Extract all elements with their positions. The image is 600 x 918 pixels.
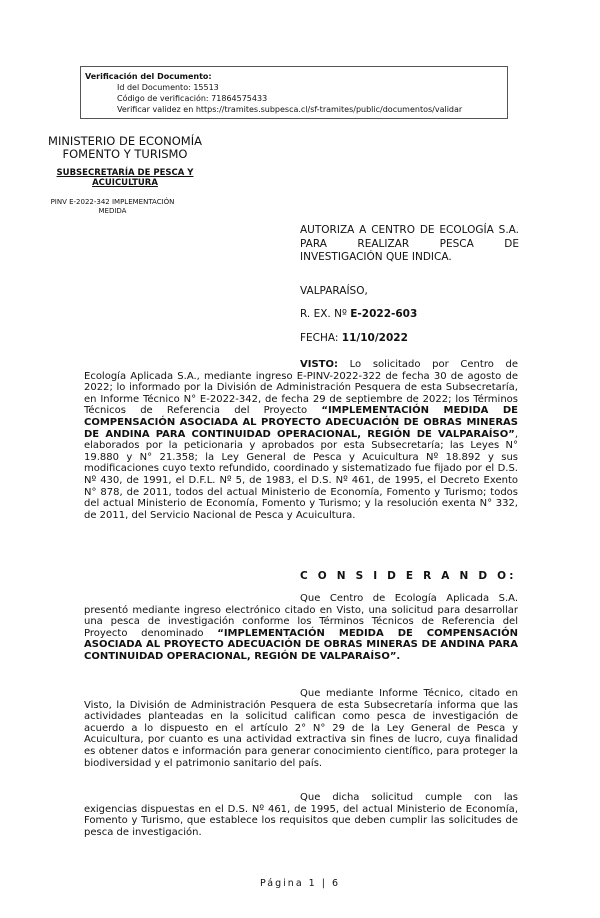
date-value: 11/10/2022 bbox=[341, 332, 408, 344]
visto-project: “IMPLEMENTACIÓN MEDIDA DE COMPENSACIÓN ASOCIADA AL PROYECTO ADECUACIÓN DE OBRAS MINERAS DE ANDINA PARA CONTINUIDAD OPERACIONAL, REGIÓN DE VALPARAÍSO” bbox=[84, 405, 518, 440]
rex-label: R. EX. Nº bbox=[300, 308, 347, 320]
visto-text-a: Lo solicitado por Centro de Ecología Aplicada S.A., mediante ingreso E-PINV-2022-322 de fecha 30 de agosto de 2022; lo informado por la División de Administración Pesquera de esta Subsecretaría, en Informe Técnico N° E-2022-342, de fecha 29 de septiembre de 2022; los Términos Técnicos de Referencia del Proyecto bbox=[84, 359, 518, 417]
date-label: FECHA: bbox=[300, 332, 339, 344]
considerando-p2-text: Que mediante Informe Técnico, citado en Visto, la División de Administración Pesquera de esta Subsecretaría informa que las actividades planteadas en la solicitud califican como pesca de investigación de acuerdo a lo dispuesto en el artículo 2° N° 29 de la Ley General de Pesca y Acuicultura, por cuanto es una actividad extractiva sin fines de lucro, cuya finalidad es obtener datos e información para generar conocimiento científico, para proteger la biodiversidad y el patrimonio sanitario del país. bbox=[84, 688, 518, 769]
reference-code: PINV E-2022-342 IMPLEMENTACIÓN MEDIDA bbox=[50, 198, 175, 215]
visto-label: VISTO: bbox=[300, 359, 338, 370]
considerando-heading: C O N S I D E R A N D O: bbox=[300, 570, 517, 582]
subsecretaria-name: SUBSECRETARÍA DE PESCA Y ACUICULTURA bbox=[56, 168, 194, 188]
ministry-line-1: MINISTERIO DE ECONOMÍA bbox=[48, 134, 202, 148]
verification-code: • Código de verificación: 71864575433 bbox=[117, 93, 507, 104]
considerando-paragraph-1 bbox=[84, 593, 518, 663]
document-id: • Id del Documento: 15513 bbox=[117, 82, 507, 93]
verification-url[interactable]: • Verificar validez en https://tramites.subpesca.cl/sf-tramites/public/documentos/validar bbox=[117, 104, 507, 115]
page-number: Página 1 | 6 bbox=[260, 878, 340, 889]
resolution-date bbox=[300, 332, 408, 344]
verification-list bbox=[85, 82, 507, 115]
considerando-p1-project: “IMPLEMENTACIÓN MEDIDA DE COMPENSACIÓN ASOCIADA AL PROYECTO ADECUACIÓN DE OBRAS MINERAS DE ANDINA PARA CONTINUIDAD OPERACIONAL, REGIÓN DE VALPARAÍSO”. bbox=[84, 627, 518, 662]
resolution-number bbox=[300, 308, 417, 320]
verification-title: Verificación del Documento: bbox=[85, 72, 212, 81]
ministry-name bbox=[40, 135, 210, 161]
ministry-line-2: FOMENTO Y TURISMO bbox=[62, 147, 188, 161]
considerando-paragraph-3 bbox=[84, 792, 518, 838]
considerando-paragraph-2 bbox=[84, 688, 518, 769]
considerando-p1-text: Que Centro de Ecología Aplicada S.A. presentó mediante ingreso electrónico citado en Visto, una solicitud para desarrollar una pesca de investigación conforme los Términos Técnicos de Referencia del Proyecto denominado bbox=[84, 593, 518, 639]
resolution-title: AUTORIZA A CENTRO DE ECOLOGÍA S.A. PARA REALIZAR PESCA DE INVESTIGACIÓN QUE INDICA. bbox=[300, 224, 519, 263]
rex-value: E-2022-603 bbox=[350, 308, 418, 320]
verification-box bbox=[80, 66, 508, 119]
visto-paragraph bbox=[84, 359, 518, 521]
resolution-place: VALPARAÍSO, bbox=[300, 285, 368, 297]
considerando-p3-text: Que dicha solicitud cumple con las exigencias dispuestas en el D.S. Nº 461, de 1995, del actual Ministerio de Economía, Fomento y Turismo, que establece los requisitos que deben cumplir las solicitudes de pesca de investigación. bbox=[84, 792, 518, 838]
visto-text-b: , elaborados por la peticionaria y aprobados por esta Subsecretaría; las Leyes N° 19.880 y N° 21.358; la Ley General de Pesca y Acuicultura Nº 18.892 y sus modificaciones cuyo texto refundido, coordinado y sistematizado fue fijado por el D.S. Nº 430, de 1991, el D.F.L. Nº 5, de 1983, el D.S. Nº 461, de 1995, el Decreto Exento N° 878, de 2011, todos del actual Ministerio de Economía, Fomento y Turismo; todos del actual Ministerio de Economía, Fomento y Turismo; y la resolución exenta N° 332, de 2011, del Servicio Nacional de Pesca y Acuicultura. bbox=[84, 428, 518, 521]
